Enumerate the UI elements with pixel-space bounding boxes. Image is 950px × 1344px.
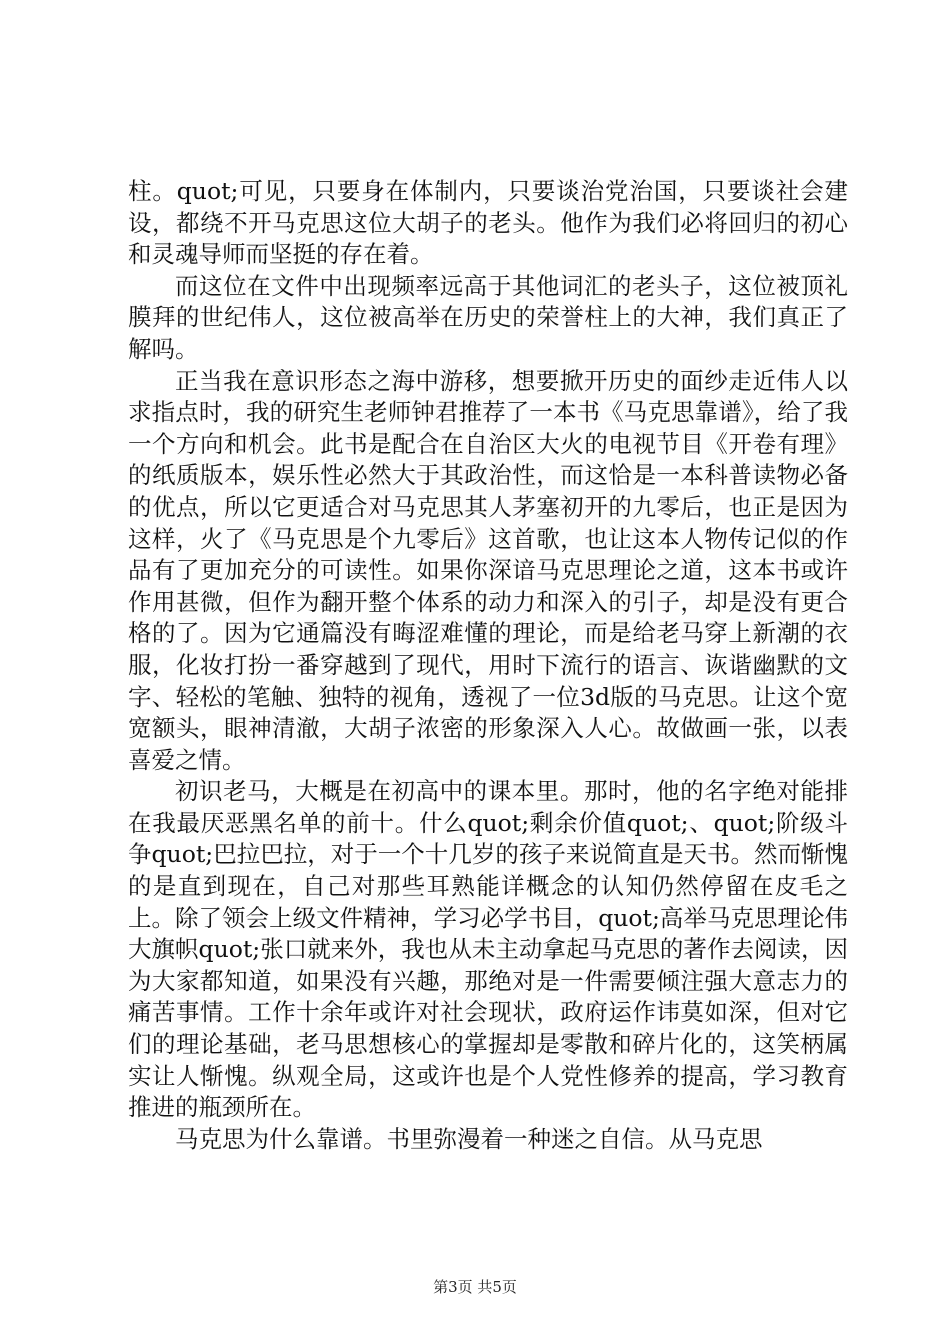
paragraph: 正当我在意识形态之海中游移，想要掀开历史的面纱走近伟人以求指点时，我的研究生老师钟君推荐了一本书《马克思靠谱》，给了我一个方向和机会。此书是配合在自治区大火的电视节目《开卷有理》的纸质版本，娱乐性必然大于其政治性，而这恰是一本科普读物必备的优点，所以它更适合对马克思其人茅塞初开的九零后，也正是因为这样，火了《马克思是个九零后》这首歌，也让这本人物传记似的作品有了更加充分的可读性。如果你深谙马克思理论之道，这本书或许作用甚微，但作为翻开整个体系的动力和深入的引子，却是没有更合格的了。因为它通篇没有晦涩难懂的理论，而是给老马穿上新潮的衣服，化妆打扮一番穿越到了现代，用时下流行的语言、诙谐幽默的文字、轻松的笔触、独特的视角，透视了一位3d版的马克思。让这个宽宽额头，眼神清澈，大胡子浓密的形象深入人心。故做画一张，以表喜爱之情。 — [128, 366, 848, 774]
paragraph: 初识老马，大概是在初高中的课本里。那时，他的名字绝对能排在我最厌恶黑名单的前十。什么quot;剩余价值quot;、quot;阶级斗争quot;巴拉巴拉，对于一个十几岁的孩子来说简直是天书。然而惭愧的是直到现在，自己对那些耳熟能详概念的认知仍然停留在皮毛之上。除了领会上级文件精神，学习必学书目，quot;高举马克思理论伟大旗帜quot;张口就来外，我也从未主动拿起马克思的著作去阅读，因为大家都知道，如果没有兴趣，那绝对是一件需要倾注强大意志力的痛苦事情。工作十余年或许对社会现状，政府运作讳莫如深，但对它们的理论基础，老马思想核心的掌握却是零散和碎片化的，这笑柄属实让人惭愧。纵观全局，这或许也是个人党性修养的提高，学习教育推进的瓶颈所在。 — [128, 777, 848, 1122]
page-footer: 第3页 共5页 — [433, 1278, 517, 1296]
document-body — [128, 176, 848, 1155]
paragraph: 而这位在文件中出现频率远高于其他词汇的老头子，这位被顶礼膜拜的世纪伟人，这位被高举在历史的荣誉柱上的大神，我们真正了解吗。 — [128, 271, 848, 363]
paragraph-continued: 柱。quot;可见，只要身在体制内，只要谈治党治国，只要谈社会建设，都绕不开马克思这位大胡子的老头。他作为我们必将回归的初心和灵魂导师而坚挺的存在着。 — [128, 177, 848, 269]
paragraph: 马克思为什么靠谱。书里弥漫着一种迷之自信。从马克思 — [175, 1124, 763, 1153]
